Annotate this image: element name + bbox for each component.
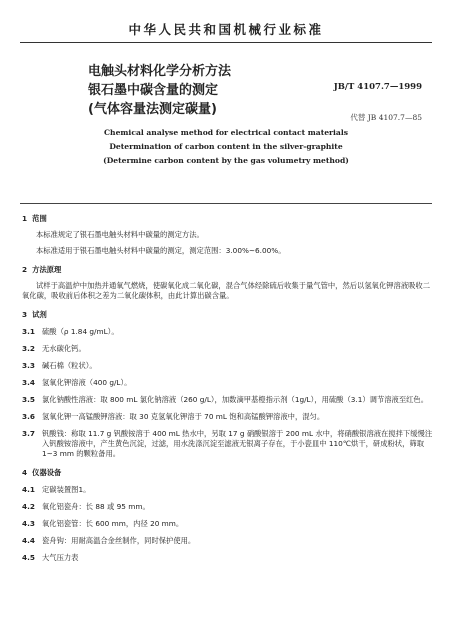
- header-divider: [20, 42, 432, 43]
- list-item: 3.2 无水碳化钙。: [22, 344, 86, 353]
- section-1-heading: 1 范围: [22, 214, 47, 223]
- list-item: 3.5 氯化钠酸性溶液：取 800 mL 氯化钠溶液（260 g/L），加数滴甲基橙指示剂（1g/L），用硫酸（3.1）调节溶液至红色。: [22, 395, 429, 404]
- title-line-3: (气体容量法测定碳量): [88, 102, 217, 117]
- standard-number: JB/T 4107.7—1999: [333, 82, 422, 92]
- list-item: 3.3 碱石棉（粒状）。: [22, 361, 97, 370]
- body-divider: [20, 203, 432, 204]
- standard-category-header: 中华人民共和国机械行业标准: [128, 22, 324, 37]
- section-3-heading: 3 试剂: [22, 310, 47, 319]
- english-title-line-1: Chemical analyse method for electrical contact materials: [104, 128, 348, 137]
- list-item: 3.7 钒酸钱：称取 11.7 g 钒酸铵溶于 400 mL 热水中，另取 17 g 硝酸银溶于 200 mL 水中，将硝酸银溶液在搅拌下缓慢注入钒酸铵溶液中，产生黄色沉淀，过滤，用水洗涤沉淀至滤液无银离子存在，于小瓷皿中 110℃烘干，研成粉状，筛取 1~3 mm 的颗粒备用。: [22, 429, 433, 458]
- title-line-1: 电触头材料化学分析方法: [88, 64, 232, 79]
- english-title-block: [18, 126, 434, 168]
- english-title-line-2: Determination of carbon content in the silver-graphite: [109, 142, 343, 151]
- list-item: 4.1 定碳装置图1。: [22, 485, 91, 494]
- title-line-2: 银石墨中碳含量的测定: [88, 83, 219, 98]
- list-item: 4.4 瓷舟钩：用耐高温合金丝制作，同时保护使用。: [22, 536, 196, 545]
- list-item: 4.3 氧化铝瓷管：长 600 mm，内径 20 mm。: [22, 519, 184, 528]
- english-title-line-3: (Determine carbon content by the gas volumetry method): [103, 156, 349, 165]
- document-body: [22, 214, 434, 563]
- list-item: 3.6 氢氧化钾一高锰酸钾溶液：取 30 克氢氧化钾溶于 70 mL 饱和高锰酸钾溶液中，混匀。: [22, 412, 325, 421]
- chinese-title-block: [88, 62, 328, 119]
- list-item: 3.1 硫酸（ρ 1.84 g/mL）。: [22, 327, 119, 336]
- list-item: 3.4 氢氧化钾溶液（400 g/L）。: [22, 378, 132, 387]
- section-2-heading: 2 方法原理: [22, 265, 62, 274]
- replaced-standard: 代替 JB 4107.7—85: [350, 113, 422, 122]
- list-item: 4.2 氧化铝瓷舟：长 88 或 95 mm。: [22, 502, 150, 511]
- list-item: 4.5 大气压力表: [22, 553, 79, 562]
- section-2-paragraph: 试样于高温炉中加热并通氧气燃烧，使碳氧化成二氧化碳，混合气体经除硫后收集于量气管中，然后以氢氧化钾溶液吸收二氧化碳，吸收前后体积之差为二氧化碳体积，由此计算出碳含量。: [22, 281, 431, 300]
- section-1-paragraph-2: 本标准适用于银石墨电触头材料中碳量的测定，测定范围：3.00%~6.00%。: [36, 246, 286, 255]
- section-1-paragraph-1: 本标准规定了银石墨电触头材料中碳量的测定方法。: [36, 230, 204, 239]
- section-4-heading: 4 仪器设备: [22, 468, 62, 477]
